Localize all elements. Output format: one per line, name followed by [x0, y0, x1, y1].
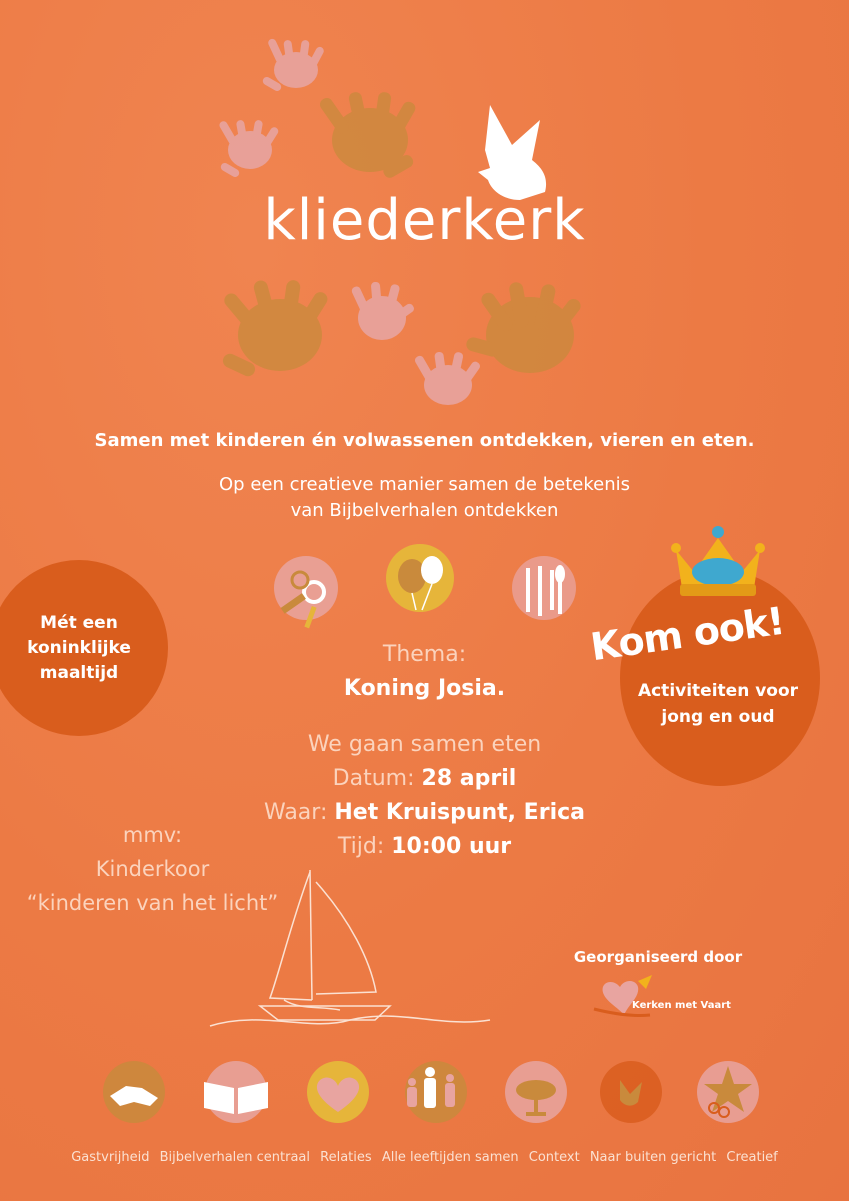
theme-label: Thema:: [382, 642, 467, 667]
values-labels: [0, 1150, 849, 1165]
activities-line-2: jong en oud: [661, 707, 775, 727]
tagline: Samen met kinderen én volwassenen ontdekken, vieren en eten.: [94, 430, 755, 451]
date-line: [0, 762, 849, 796]
activity-icons: [260, 540, 590, 640]
mmv-line-2: Kinderkoor: [95, 857, 210, 881]
values-icons: [100, 1058, 770, 1138]
hand-pink-bottom-icon: [414, 351, 482, 405]
royal-meal-line-3: maaltijd: [39, 662, 119, 683]
subtitle: [0, 472, 849, 524]
cutlery-icon: [512, 556, 576, 620]
meal-line: We gaan samen eten: [307, 732, 542, 757]
value-label-outward: Naar buiten gericht: [589, 1150, 717, 1165]
value-label-relations: Relaties: [320, 1150, 372, 1165]
hand-brown-left-icon: [221, 279, 330, 379]
hand-pink-left-icon: [218, 120, 280, 179]
sailboat-icon: [200, 860, 500, 1040]
kom-ook-headline: Kom ook!: [587, 598, 787, 670]
cake-stand-icon: [505, 1061, 567, 1123]
value-label-hospitality: Gastvrijheid: [71, 1150, 150, 1165]
logo-wordmark: kliederkerk: [263, 188, 586, 253]
crown-icon: [670, 522, 766, 602]
value-label-context: Context: [528, 1150, 580, 1165]
royal-meal-line-2: koninklijke: [27, 637, 131, 658]
subtitle-line-1: Op een creatieve manier samen de betekenis: [219, 474, 630, 495]
subtitle-line-2: van Bijbelverhalen ontdekken: [290, 500, 559, 521]
organizer-label: Georganiseerd door: [573, 948, 743, 966]
balloons-icon: [386, 544, 454, 612]
time-label: Tijd:: [337, 834, 385, 859]
dove-icon: [478, 105, 546, 200]
hand-brown-right-icon: [465, 281, 584, 373]
handshake-icon: [103, 1061, 165, 1123]
value-label-bible: Bijbelverhalen centraal: [159, 1150, 311, 1165]
mmv-line-1: mmv:: [122, 823, 183, 847]
magnifier-icon: [274, 556, 338, 628]
date-label: Datum:: [332, 766, 415, 791]
value-label-creative: Creatief: [726, 1150, 778, 1165]
hand-pink-center-icon: [350, 282, 415, 340]
place-value: Het Kruispunt, Erica: [334, 800, 585, 825]
theme-value: Koning Josia.: [343, 676, 506, 701]
organizer-name: Kerken met Vaart: [632, 1000, 731, 1011]
scissors-star-icon: [697, 1061, 759, 1123]
place-label: Waar:: [263, 800, 328, 825]
heart-hands-icon: [307, 1061, 369, 1123]
value-label-all-ages: Alle leeftijden samen: [381, 1150, 519, 1165]
activities-line-1: Activiteiten voor: [637, 681, 799, 701]
hand-pink-top-icon: [261, 38, 325, 93]
date-value: 28 april: [421, 766, 517, 791]
mmv-line-3: “kinderen van het licht”: [26, 891, 279, 915]
open-book-icon: [204, 1061, 268, 1123]
time-value: 10:00 uur: [391, 834, 512, 859]
hand-brown-top-icon: [318, 91, 418, 180]
family-icon: [405, 1061, 467, 1123]
royal-meal-line-1: Mét een: [40, 612, 118, 633]
dove-icon: [600, 1061, 662, 1123]
